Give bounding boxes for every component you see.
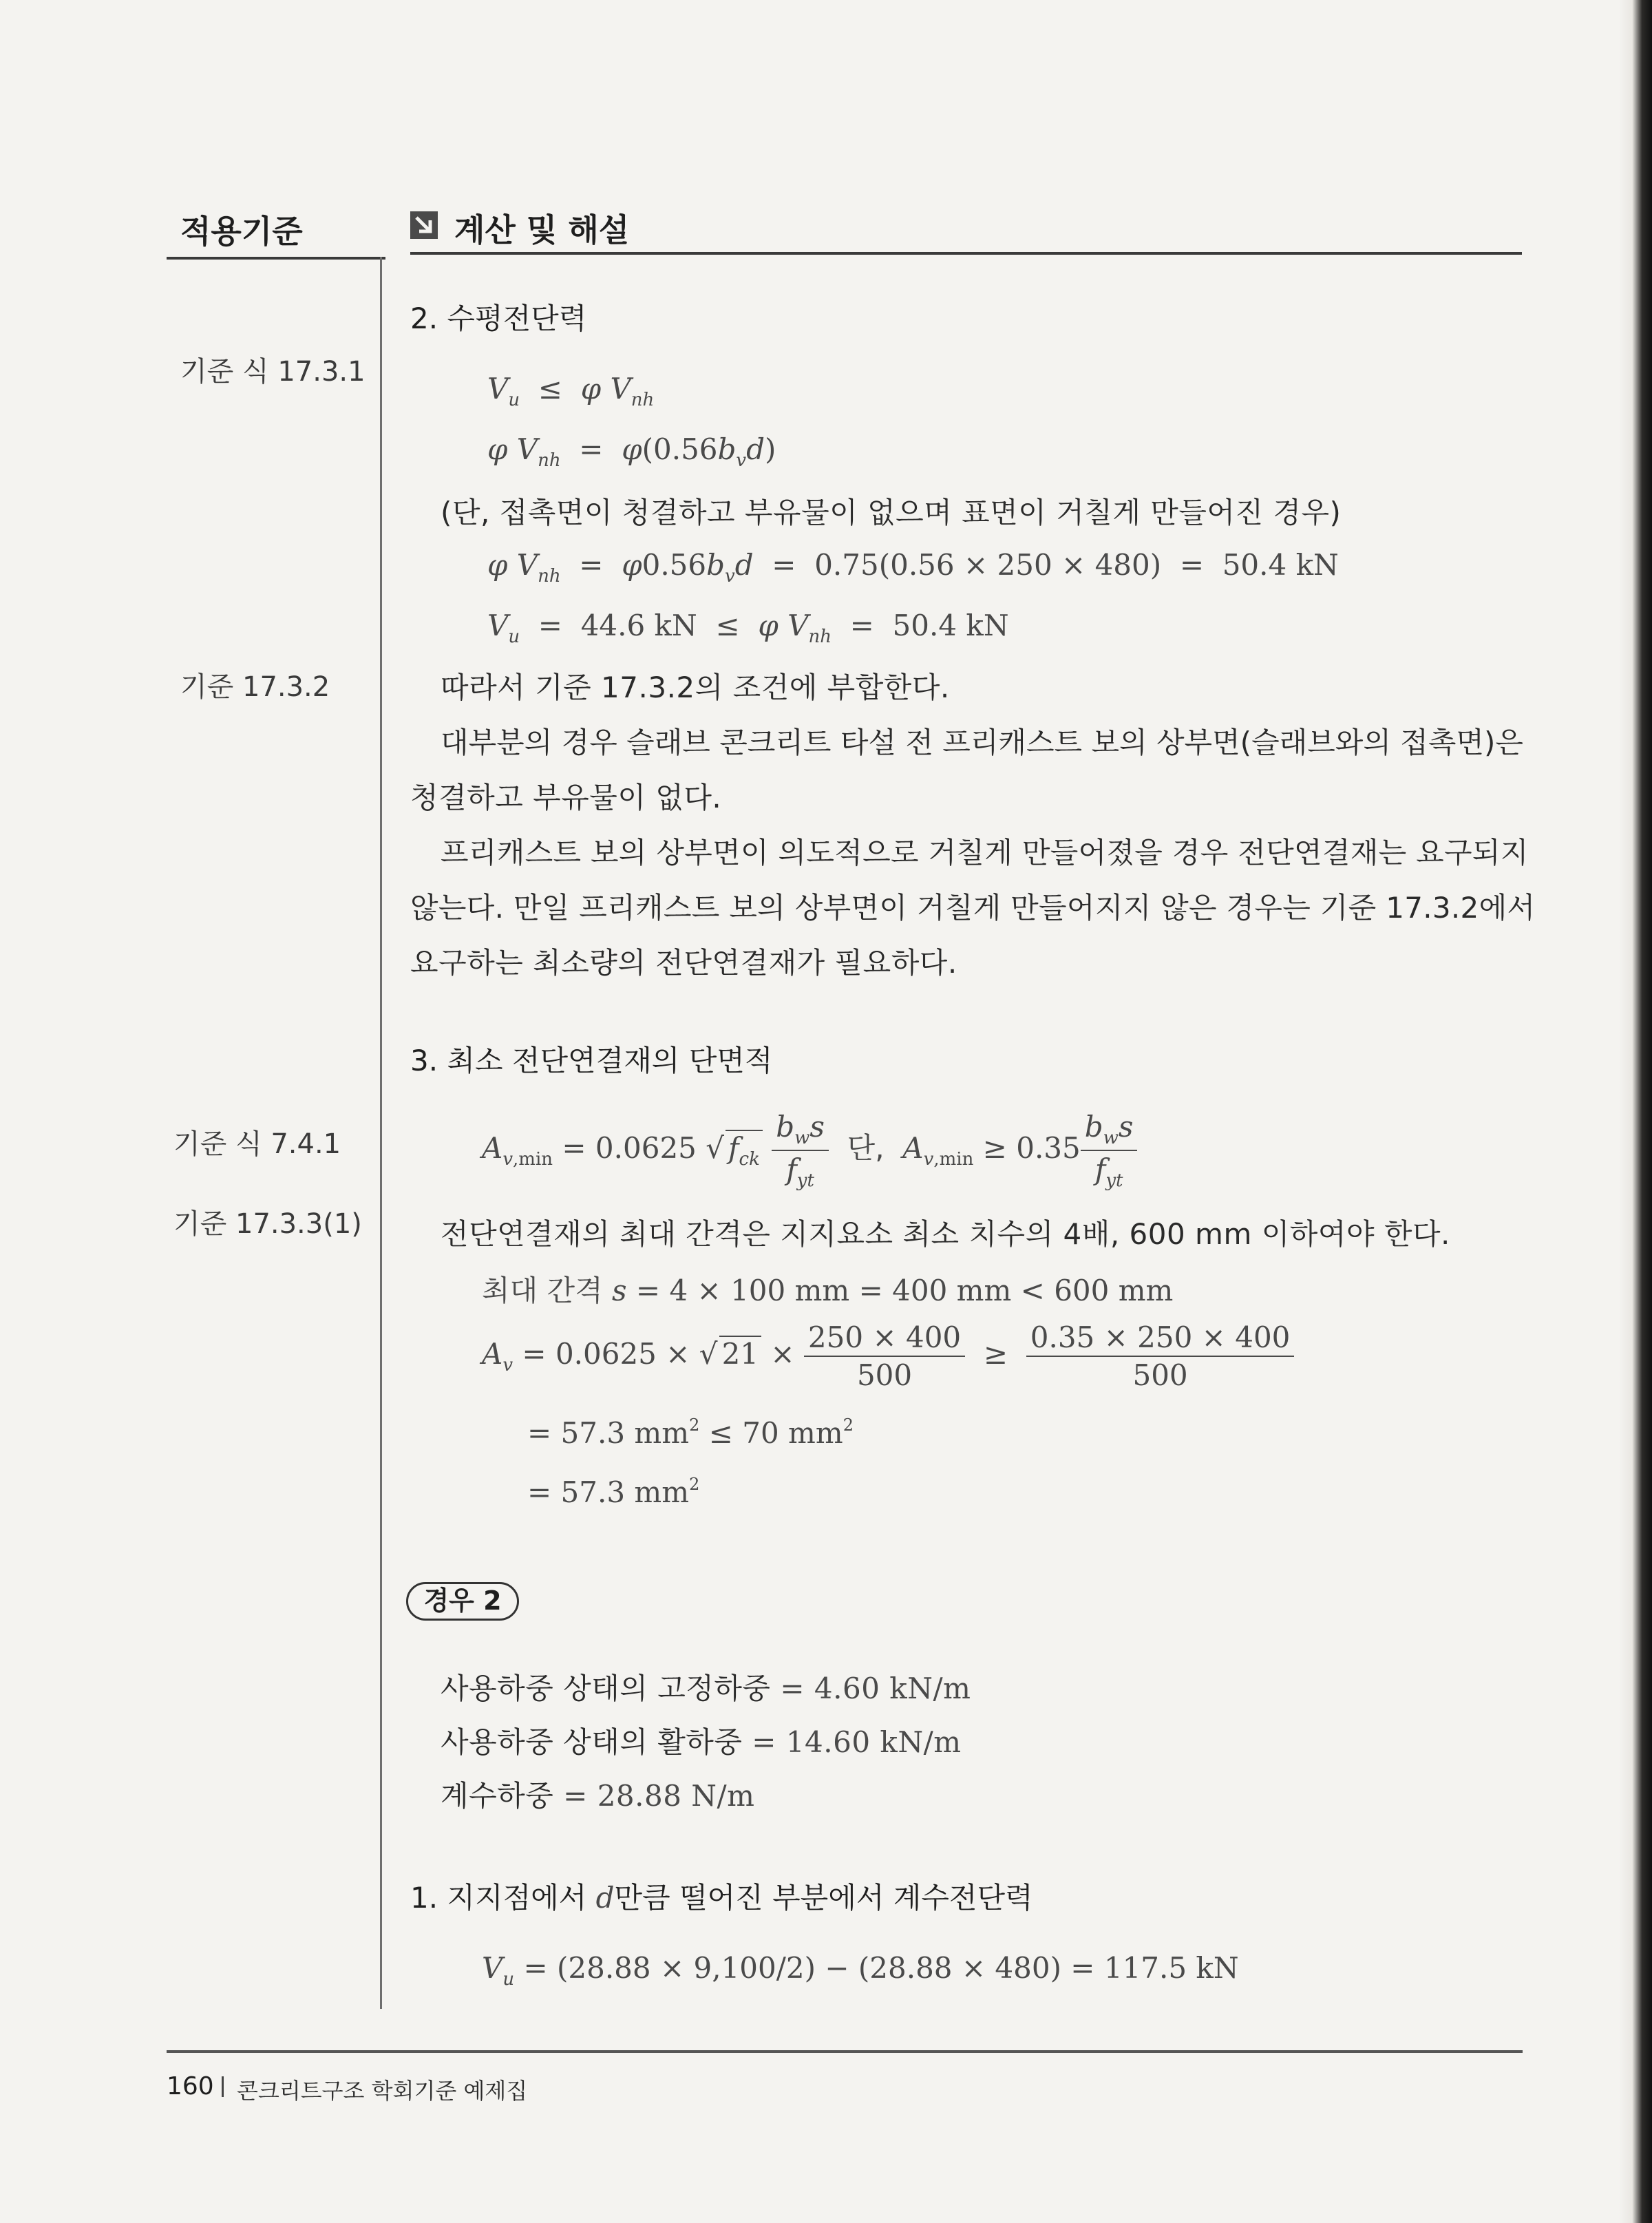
case2-section-1-title [410, 1875, 1033, 1917]
eq-vu-le-phivnh: $V_u \le \varphi$ $V_{nh}$ [487, 372, 655, 410]
book-title: 콘크리트구조 학회기준 예제집 [237, 2078, 528, 2104]
margin-ref-17-3-3: 기준 17.3.3(1) [173, 1208, 362, 1240]
condition-note: (단, 접촉면이 청결하고 부유물이 없으며 표면이 거칠게 만들어진 경우) [441, 496, 1342, 529]
footer-separator [222, 2076, 224, 2097]
right-header-rule [410, 252, 1522, 255]
factored-load-value: = 28.88 N/m [563, 1779, 755, 1813]
footer-rule [167, 2050, 1523, 2053]
case2-sec1-pre: 1. 지지점에서 [410, 1881, 587, 1915]
para-conformance: 따라서 기준 17.3.2의 조건에 부합한다. [441, 671, 950, 704]
spacing-label: 최대 간격 [482, 1274, 603, 1307]
dead-load-line [441, 1666, 971, 1707]
dead-load-label: 사용하중 상태의 고정하중 [441, 1672, 771, 1705]
para-max-spacing: 전단연결재의 최대 간격은 지지요소 최소 치수의 4배, 600 mm 이하여야 한다. [441, 1217, 1450, 1251]
dan-label: 단, [847, 1131, 885, 1165]
left-column-title: 적용기준 [180, 213, 303, 250]
page-edge [1619, 0, 1652, 2223]
eq-vu-factored: $V_u = (28.88 \times 9,100/2) - (28.88 \times 480) = 117.5$ kN [482, 1951, 1239, 1990]
case2-sec1-post: 만큼 떨어진 부분에서 계수전단력 [614, 1881, 1033, 1915]
column-divider [380, 257, 382, 2009]
factored-load-label: 계수하중 [441, 1779, 554, 1813]
eq-av-result-2: = 57.3 $mm^2$ [527, 1475, 700, 1509]
section-3-title: 3. 최소 전단연결재의 단면적 [410, 1044, 773, 1077]
para-roughened-1: 프리캐스트 보의 상부면이 의도적으로 거칠게 만들어졌을 경우 전단연결재는 요구되지 [441, 836, 1529, 870]
right-column-title: 계산 및 해설 [454, 211, 630, 249]
eq-max-spacing: 최대 간격 s = 4 × 100 mm = 400 mm < 600 mm [482, 1274, 1174, 1307]
page-number: 160 [167, 2072, 214, 2100]
eq-av-min: $A_{v,min} = 0.0625$ √ $f_{ck}$ $\frac{b_ws}{f_{yt}}$ 단, $A_{v,min} \ge 0.35$ $\frac{b_ws}{f_{yt}}$ [482, 1110, 1137, 1191]
live-load-label: 사용하중 상태의 활하중 [441, 1725, 743, 1759]
section-2-title: 2. 수평전단력 [410, 302, 587, 335]
dead-load-value: = 4.60 kN/m [780, 1672, 971, 1705]
case-2-badge: 경우 2 [406, 1582, 519, 1621]
eq-av-calc: $A_v = 0.0625$ × √ 21 × $\frac{250 \times 400}{500}$ ≥ $\frac{0.35 \times 250 \times 400}{500}$ [482, 1320, 1294, 1392]
case2-sec1-var: d [595, 1881, 615, 1915]
eq-vu-check: $V_u = 44.6$ kN ≤ φ $V_{nh} = 50.4$ kN [487, 609, 1009, 647]
para-top-surface-2: 청결하고 부유물이 없다. [410, 781, 722, 814]
live-load-line [441, 1720, 962, 1761]
eq-phivnh-def: φ $V_{nh} = \varphi(0.56b_vd)$ [487, 432, 776, 471]
para-roughened-2: 않는다. 만일 프리캐스트 보의 상부면이 거칠게 만들어지지 않은 경우는 기준 17.3.2에서 [410, 891, 1536, 925]
left-header-rule [167, 257, 385, 260]
factored-load-line [441, 1773, 755, 1815]
margin-ref-7-4-1: 기준 식 7.4.1 [173, 1128, 341, 1160]
live-load-value: = 14.60 kN/m [752, 1725, 962, 1759]
margin-ref-17-3-2: 기준 17.3.2 [180, 671, 330, 703]
eq-phivnh-calc: φ $V_{nh} = \varphi 0.56b_vd = 0.75(0.56 \times 250 \times 480) = 50.4$ kN [487, 548, 1339, 587]
eq-av-result-1: = 57.3 $mm^2 \le 70$ $mm^2$ [527, 1415, 854, 1450]
para-roughened-3: 요구하는 최소량의 전단연결재가 필요하다. [410, 946, 957, 980]
arrow-box-icon [410, 211, 438, 239]
para-top-surface-1: 대부분의 경우 슬래브 콘크리트 타설 전 프리캐스트 보의 상부면(슬래브와의 접촉면)은 [441, 726, 1523, 759]
margin-ref-17-3-1: 기준 식 17.3.1 [180, 356, 366, 388]
